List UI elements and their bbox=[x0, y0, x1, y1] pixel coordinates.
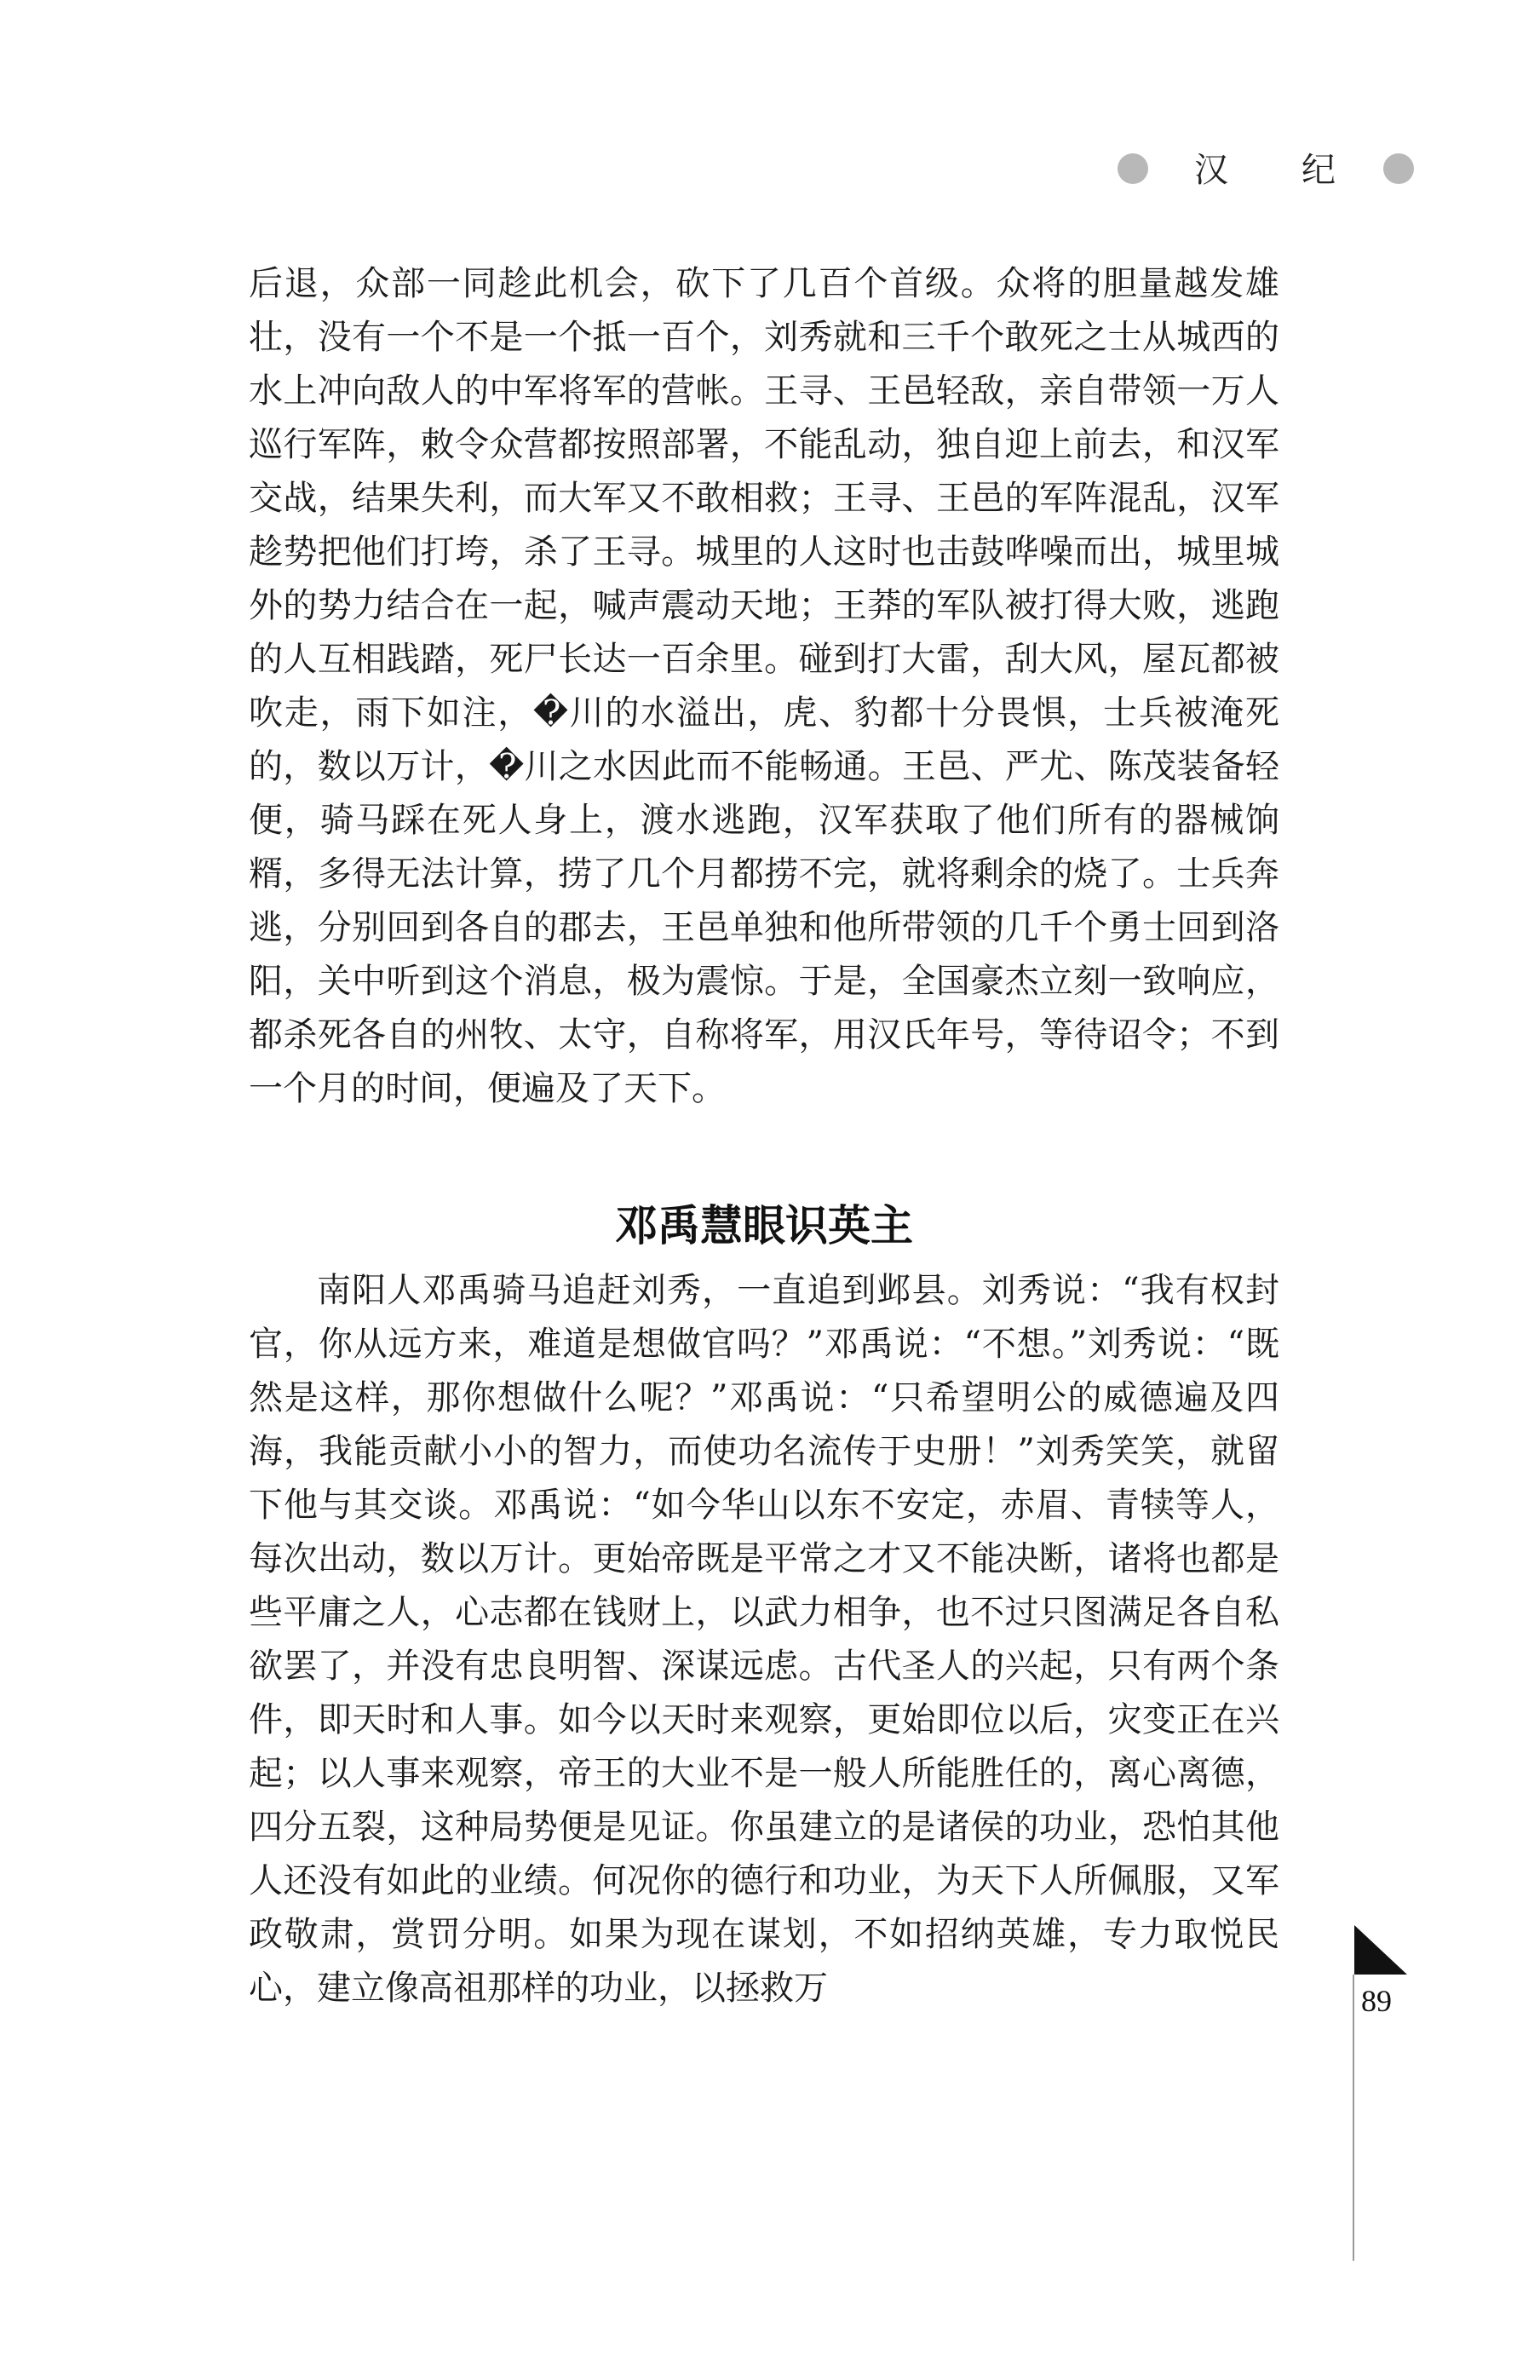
margin-rule bbox=[1353, 1975, 1354, 2261]
page-corner-marker bbox=[1354, 1925, 1407, 1975]
header-dot-left bbox=[1118, 153, 1148, 184]
body-paragraph-2: 南阳人邓禹骑马追赶刘秀，一直追到邺县。刘秀说：“我有权封官，你从远方来，难道是想做官吗？”邓禹说：“不想。”刘秀说：“既然是这样，那你想做什么呢？”邓禹说：“只希望明公的威德遍及四海，我能贡献小小的智力，而使功名流传于史册！”刘秀笑笑，就留下他与其交谈。邓禹说：“如今华山以东不安定，赤眉、青犊等人，每次出动，数以万计。更始帝既是平常之才又不能决断，诸将也都是些平庸之人，心志都在钱财上，以武力相争，也不过只图满足各自私欲罢了，并没有忠良明智、深谋远虑。古代圣人的兴起，只有两个条件，即天时和人事。如今以天时来观察，更始即位以后，灾变正在兴起；以人事来观察，帝王的大业不是一般人所能胜任的，离心离德，四分五裂，这种局势便是见证。你虽建立的是诸侯的功业，恐怕其他人还没有如此的业绩。何况你的德行和功业，为天下人所佩服，又军政敬肃，赏罚分明。如果为现在谋划，不如招纳英雄，专力取悦民心，建立像高祖那样的功业，以拯救万 bbox=[249, 1271, 1279, 2008]
header-char-han: 汉 bbox=[1194, 151, 1228, 190]
page-number: 89 bbox=[1361, 1984, 1392, 2018]
header-dot-right bbox=[1383, 153, 1414, 184]
running-header bbox=[1107, 147, 1431, 206]
header-char-ji: 纪 bbox=[1302, 151, 1336, 190]
section-title: 邓禹慧眼识英主 bbox=[615, 1200, 913, 1250]
body-paragraph-1: 后退，众部一同趁此机会，砍下了几百个首级。众将的胆量越发雄壮，没有一个不是一个抵一百个，刘秀就和三千个敢死之士从城西的水上冲向敌人的中军将军的营帐。王寻、王邑轻敌，亲自带领一万人巡行军阵，敕令众营都按照部署，不能乱动，独自迎上前去，和汉军交战，结果失利，而大军又不敢相救；王寻、王邑的军阵混乱，汉军趁势把他们打垮，杀了王寻。城里的人这时也击鼓哗噪而出，城里城外的势力结合在一起，喊声震动天地；王莽的军队被打得大败，逃跑的人互相践踏，死尸长达一百余里。碰到打大雷，刮大风，屋瓦都被吹走，雨下如注，�川的水溢出，虎、豹都十分畏惧，士兵被淹死的，数以万计，�川之水因此而不能畅通。王邑、严尤、陈茂装备轻便，骑马踩在死人身上，渡水逃跑，汉军获取了他们所有的器械饷糈，多得无法计算，捞了几个月都捞不完，就将剩余的烧了。士兵奔逃，分别回到各自的郡去，王邑单独和他所带领的几千个勇士回到洛阳，关中听到这个消息，极为震惊。于是，全国豪杰立刻一致响应，都杀死各自的州牧、太守，自称将军，用汉氏年号，等待诏令；不到一个月的时间，便遍及了天下。 bbox=[249, 264, 1279, 1108]
